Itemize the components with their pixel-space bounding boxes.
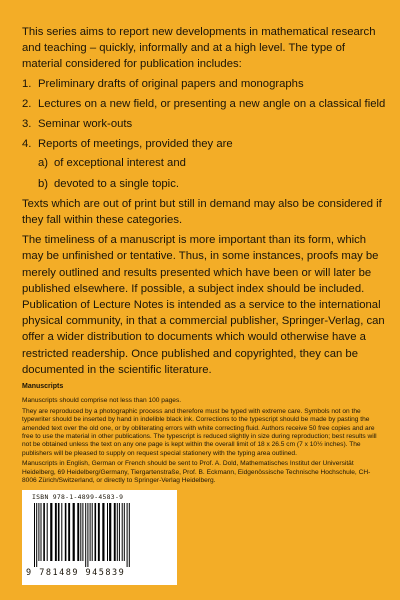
- list-item: 1. Preliminary drafts of original papers and monographs: [22, 77, 304, 90]
- out-of-print-paragraph: Texts which are out of print but still in demand may also be considered if they fall within these categories.: [22, 197, 382, 227]
- sub-list-item: b) devoted to a single topic.: [38, 177, 179, 190]
- isbn-barcode: [22, 490, 177, 585]
- material-list: [22, 76, 386, 192]
- isbn-digits: 9 781489 945839: [26, 568, 126, 578]
- manuscripts-section: [22, 383, 384, 487]
- series-description: [22, 24, 386, 378]
- manuscripts-length: Manuscripts should comprise not less than 100 pages.: [22, 397, 182, 405]
- barcode-bars: [32, 503, 168, 567]
- intro-paragraph: This series aims to report new developments in mathematical research and teaching – quickly, informally and at a high level. The type of material considered for publication includes:: [22, 26, 376, 71]
- list-item: 4. Reports of meetings, provided they are a) of exceptional interest and b) devoted to a single topic.: [22, 136, 386, 192]
- list-item: 2. Lectures on a new field, or presenting a new angle on a classical field: [22, 97, 386, 110]
- list-item: 3. Seminar work-outs: [22, 118, 133, 131]
- timeliness-paragraph: The timeliness of a manuscript is more important than its form, which may be unfinished or tentative. Thus, in some instances, proofs may be merely outlined and results presented which have been or will later be published elsewhere. If possible, a subject index should be included. Publication of Lecture Notes is intended as a service to the international physical community, in that a commercial publisher, Springer-Verlag, can offer a wider distribution to documents which would otherwise have a restricted readership. Once published and copyrighted, they can be documented in the scientific literature.: [22, 234, 385, 376]
- meeting-conditions: [38, 155, 386, 191]
- manuscripts-instructions: They are reproduced by a photographic process and therefore must be typed with extreme care. Symbols not on the typewriter should be inserted by hand in indelible black ink. Corrections to the typescript should be made by pasting the amended text over the old one, or by obliterating errors with white correcting fluid. Authors receive 50 free copies and are free to use the material in other publications. The typescript is reduced slightly in size during reproduction; best results will not be obtained unless the text on any one page is kept within the overall limit of 18 x 26.5 cm (7 x 10½ inches). The publishers will be pleased to supply on request special stationery with the typing area outlined.: [22, 407, 377, 457]
- isbn-label: ISBN 978-1-4899-4583-9: [32, 493, 124, 501]
- sub-list-item: a) of exceptional interest and: [38, 157, 186, 170]
- manuscripts-heading: Manuscripts: [22, 383, 64, 390]
- manuscripts-addresses: Manuscripts in English, German or French should be sent to Prof. A. Dold, Mathematisches Institut der Universität Heidelberg, 69 Heidelberg/Germany, Tiergartenstraße, Prof. B. Eckmann, Eidgenössische Technische Hochschule, CH-8006 Zürich/Switzerland, or directly to Springer-Verlag Heidelberg.: [22, 460, 371, 485]
